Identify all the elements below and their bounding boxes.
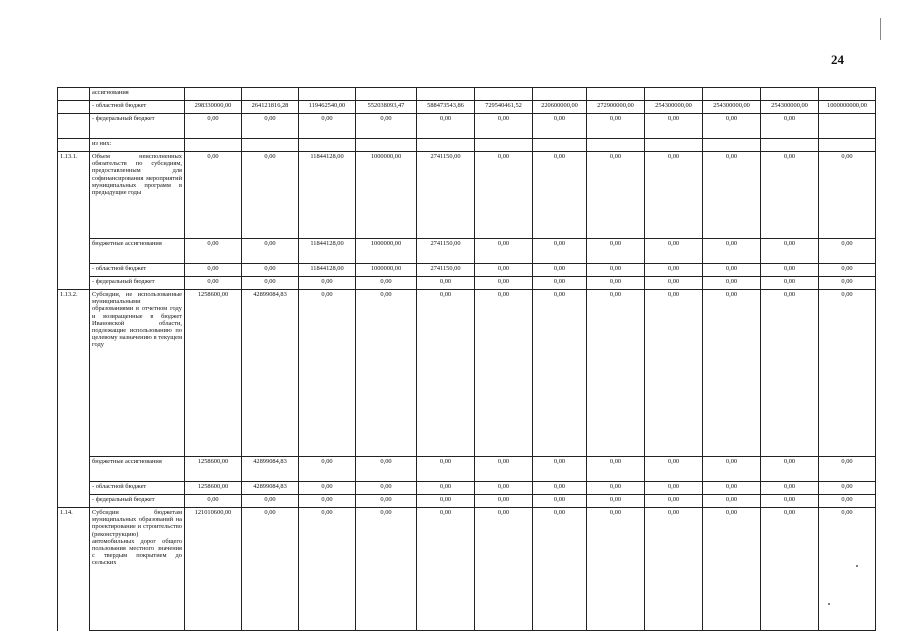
value-cell-11	[761, 88, 819, 101]
value-cell-7: 0,00	[533, 457, 587, 482]
value-cell-4: 0,00	[356, 508, 417, 631]
value-cell-9: 0,00	[645, 508, 703, 631]
value-cell-2: 0,00	[242, 264, 299, 277]
value-cell-4: 1000000,00	[356, 239, 417, 264]
budget-table	[57, 87, 876, 631]
section-subrow	[58, 495, 876, 508]
continued-assignments-row	[58, 88, 876, 101]
code-cell	[58, 139, 90, 152]
value-cell-3: 0,00	[299, 457, 356, 482]
value-cell-7: 0,00	[533, 508, 587, 631]
value-cell-1	[185, 88, 242, 101]
value-cell-7: 0,00	[533, 264, 587, 277]
value-cell-6: 0,00	[475, 457, 533, 482]
value-cell-1: 1258600,00	[185, 482, 242, 495]
value-cell-3: 0,00	[299, 508, 356, 631]
value-cell-8: 0,00	[587, 290, 645, 457]
value-cell-10: 0,00	[703, 264, 761, 277]
code-cell	[58, 114, 90, 139]
value-cell-12: 0,00	[819, 290, 876, 457]
value-cell-1	[185, 139, 242, 152]
value-cell-2	[242, 88, 299, 101]
value-cell-12	[819, 88, 876, 101]
section-subrow	[58, 264, 876, 277]
value-cell-4: 1000000,00	[356, 264, 417, 277]
value-cell-6	[475, 88, 533, 101]
value-cell-11: 0,00	[761, 277, 819, 290]
value-cell-3: 0,00	[299, 495, 356, 508]
value-cell-7: 0,00	[533, 277, 587, 290]
section-code: 1.14.	[58, 508, 90, 631]
value-cell-3	[299, 88, 356, 101]
section-row-1.13.2.	[58, 290, 876, 457]
value-cell-12: 1000000000,00	[819, 101, 876, 114]
value-cell-11: 0,00	[761, 152, 819, 239]
value-cell-10: 0,00	[703, 508, 761, 631]
value-cell-10	[703, 139, 761, 152]
value-cell-10: 0,00	[703, 114, 761, 139]
value-cell-12: 0,00	[819, 495, 876, 508]
value-cell-3: 0,00	[299, 482, 356, 495]
value-cell-10: 0,00	[703, 152, 761, 239]
row-label: - федеральный бюджет	[90, 277, 185, 290]
value-cell-4: 0,00	[356, 277, 417, 290]
value-cell-12: 0,00	[819, 457, 876, 482]
value-cell-9: 0,00	[645, 114, 703, 139]
value-cell-8	[587, 88, 645, 101]
value-cell-8: 0,00	[587, 152, 645, 239]
section-subrow	[58, 482, 876, 495]
value-cell-11: 254300000,00	[761, 101, 819, 114]
scan-edge-mark	[880, 18, 881, 40]
page-number: 24	[831, 52, 844, 67]
value-cell-5: 0,00	[417, 508, 475, 631]
value-cell-7: 0,00	[533, 152, 587, 239]
value-cell-10: 0,00	[703, 457, 761, 482]
value-cell-12	[819, 139, 876, 152]
value-cell-2: 42899084,83	[242, 482, 299, 495]
value-cell-9: 0,00	[645, 290, 703, 457]
value-cell-4: 0,00	[356, 114, 417, 139]
section-title: Объем неисполненных обязательств по субсидиям, предоставленным для софинансирования мероприятий муниципальных программ в предыдущие годы	[90, 152, 185, 239]
value-cell-4: 0,00	[356, 457, 417, 482]
value-cell-12: 0,00	[819, 482, 876, 495]
value-cell-11: 0,00	[761, 239, 819, 264]
value-cell-7: 0,00	[533, 482, 587, 495]
row-label: - областной бюджет	[90, 482, 185, 495]
value-cell-9: 0,00	[645, 264, 703, 277]
value-cell-4: 0,00	[356, 290, 417, 457]
value-cell-5: 0,00	[417, 290, 475, 457]
value-cell-1: 1258600,00	[185, 290, 242, 457]
value-cell-6: 0,00	[475, 277, 533, 290]
value-cell-6: 0,00	[475, 239, 533, 264]
value-cell-7: 0,00	[533, 114, 587, 139]
value-cell-1: 1258600,00	[185, 457, 242, 482]
section-title: Субсидии, не использованные муниципальными образованиями в отчетном году и возвращенные в бюджет Ивановской области, подлежащие использованию по целевому назначению в текущем году	[90, 290, 185, 457]
value-cell-5: 0,00	[417, 482, 475, 495]
value-cell-9: 0,00	[645, 152, 703, 239]
value-cell-8: 0,00	[587, 239, 645, 264]
regional-budget-row	[58, 101, 876, 114]
value-cell-6: 0,00	[475, 508, 533, 631]
value-cell-6: 0,00	[475, 114, 533, 139]
value-cell-7: 0,00	[533, 290, 587, 457]
value-cell-3: 0,00	[299, 290, 356, 457]
value-cell-8: 0,00	[587, 264, 645, 277]
value-cell-2: 0,00	[242, 239, 299, 264]
value-cell-11: 0,00	[761, 457, 819, 482]
value-cell-3: 0,00	[299, 277, 356, 290]
value-cell-2	[242, 139, 299, 152]
value-cell-10	[703, 88, 761, 101]
value-cell-1: 298330000,00	[185, 101, 242, 114]
value-cell-11: 0,00	[761, 495, 819, 508]
value-cell-4: 0,00	[356, 495, 417, 508]
value-cell-6	[475, 139, 533, 152]
value-cell-8: 0,00	[587, 482, 645, 495]
value-cell-7	[533, 88, 587, 101]
value-cell-6: 0,00	[475, 264, 533, 277]
value-cell-5: 2741150,00	[417, 264, 475, 277]
value-cell-1: 0,00	[185, 264, 242, 277]
row-label: - федеральный бюджет	[90, 114, 185, 139]
value-cell-11	[761, 139, 819, 152]
value-cell-12: 0,00	[819, 508, 876, 631]
value-cell-8: 0,00	[587, 277, 645, 290]
value-cell-12: 0,00	[819, 239, 876, 264]
value-cell-3: 11844128,00	[299, 264, 356, 277]
value-cell-12	[819, 114, 876, 139]
value-cell-1: 0,00	[185, 152, 242, 239]
section-subrow	[58, 239, 876, 264]
value-cell-7: 0,00	[533, 495, 587, 508]
of-which-row	[58, 139, 876, 152]
value-cell-7	[533, 139, 587, 152]
value-cell-5: 0,00	[417, 277, 475, 290]
value-cell-2: 42899084,83	[242, 290, 299, 457]
value-cell-5	[417, 139, 475, 152]
value-cell-2: 42899084,83	[242, 457, 299, 482]
row-label: ассигнования	[90, 88, 185, 101]
value-cell-1: 0,00	[185, 495, 242, 508]
value-cell-2: 0,00	[242, 495, 299, 508]
value-cell-4	[356, 88, 417, 101]
value-cell-7: 0,00	[533, 239, 587, 264]
value-cell-5: 0,00	[417, 495, 475, 508]
section-row-1.14.	[58, 508, 876, 631]
value-cell-6: 0,00	[475, 495, 533, 508]
value-cell-9: 0,00	[645, 457, 703, 482]
value-cell-3	[299, 139, 356, 152]
value-cell-6: 0,00	[475, 290, 533, 457]
value-cell-1: 0,00	[185, 277, 242, 290]
value-cell-8: 272900000,00	[587, 101, 645, 114]
value-cell-9	[645, 88, 703, 101]
section-title: Субсидии бюджетам муниципальных образований на проектирование и строительство (реконструкцию) автомобильных дорог общего пользования местного значения с твердым покрытием до сельских	[90, 508, 185, 631]
value-cell-10: 0,00	[703, 290, 761, 457]
value-cell-10: 254300000,00	[703, 101, 761, 114]
value-cell-11: 0,00	[761, 290, 819, 457]
row-label: бюджетные ассигнования	[90, 239, 185, 264]
value-cell-5: 588473543,86	[417, 101, 475, 114]
value-cell-8: 0,00	[587, 495, 645, 508]
value-cell-12: 0,00	[819, 277, 876, 290]
value-cell-5: 2741150,00	[417, 152, 475, 239]
value-cell-1: 0,00	[185, 114, 242, 139]
value-cell-2: 0,00	[242, 152, 299, 239]
value-cell-6: 0,00	[475, 152, 533, 239]
value-cell-6: 729540461,52	[475, 101, 533, 114]
value-cell-5: 2741150,00	[417, 239, 475, 264]
value-cell-5: 0,00	[417, 114, 475, 139]
section-code: 1.13.2.	[58, 290, 90, 508]
value-cell-9: 0,00	[645, 495, 703, 508]
value-cell-5: 0,00	[417, 457, 475, 482]
value-cell-11: 0,00	[761, 264, 819, 277]
value-cell-5	[417, 88, 475, 101]
value-cell-9: 0,00	[645, 277, 703, 290]
section-code: 1.13.1.	[58, 152, 90, 290]
row-label: - областной бюджет	[90, 101, 185, 114]
section-subrow	[58, 457, 876, 482]
row-label: - областной бюджет	[90, 264, 185, 277]
code-cell	[58, 101, 90, 114]
value-cell-3: 11844128,00	[299, 152, 356, 239]
value-cell-12: 0,00	[819, 152, 876, 239]
value-cell-2: 264121816,28	[242, 101, 299, 114]
row-label: из них:	[90, 139, 185, 152]
row-label: бюджетные ассигнования	[90, 457, 185, 482]
value-cell-6: 0,00	[475, 482, 533, 495]
value-cell-4: 0,00	[356, 482, 417, 495]
value-cell-8: 0,00	[587, 114, 645, 139]
value-cell-9: 0,00	[645, 482, 703, 495]
value-cell-2: 0,00	[242, 508, 299, 631]
value-cell-11: 0,00	[761, 114, 819, 139]
section-subrow	[58, 277, 876, 290]
value-cell-11: 0,00	[761, 508, 819, 631]
value-cell-10: 0,00	[703, 482, 761, 495]
value-cell-10: 0,00	[703, 239, 761, 264]
value-cell-11: 0,00	[761, 482, 819, 495]
value-cell-9: 0,00	[645, 239, 703, 264]
value-cell-4	[356, 139, 417, 152]
value-cell-9	[645, 139, 703, 152]
value-cell-1: 121010600,00	[185, 508, 242, 631]
value-cell-12: 0,00	[819, 264, 876, 277]
value-cell-10: 0,00	[703, 277, 761, 290]
value-cell-8: 0,00	[587, 508, 645, 631]
section-row-1.13.1.	[58, 152, 876, 239]
value-cell-2: 0,00	[242, 277, 299, 290]
federal-budget-row	[58, 114, 876, 139]
value-cell-10: 0,00	[703, 495, 761, 508]
value-cell-4: 552038093,47	[356, 101, 417, 114]
value-cell-3: 11844128,00	[299, 239, 356, 264]
row-label: - федеральный бюджет	[90, 495, 185, 508]
value-cell-7: 220600000,00	[533, 101, 587, 114]
value-cell-1: 0,00	[185, 239, 242, 264]
value-cell-2: 0,00	[242, 114, 299, 139]
value-cell-9: 254300000,00	[645, 101, 703, 114]
code-cell	[58, 88, 90, 101]
value-cell-3: 0,00	[299, 114, 356, 139]
value-cell-8: 0,00	[587, 457, 645, 482]
value-cell-3: 119462540,00	[299, 101, 356, 114]
value-cell-4: 1000000,00	[356, 152, 417, 239]
value-cell-8	[587, 139, 645, 152]
